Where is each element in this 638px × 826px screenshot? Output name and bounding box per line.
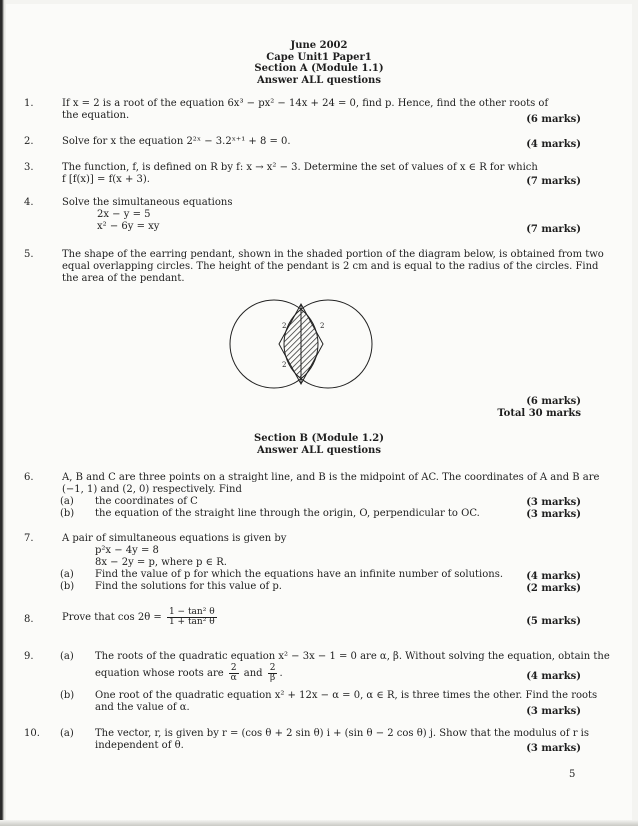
part-label: (b): [60, 508, 75, 519]
question-6-line-2: (−1, 1) and (2, 0) respectively. Find: [62, 484, 242, 495]
question-9a-line-1: The roots of the quadratic equation x² − 3x − 1 = 0 are α, β. Without solving the equation, obtain the: [95, 651, 610, 662]
question-1-line-1: If x = 2 is a root of the equation 6x³ − px² − 14x + 24 = 0, find p. Hence, find the other roots of: [62, 98, 549, 109]
question-1-marks: (6 marks): [526, 114, 581, 125]
question-number: 4.: [24, 197, 34, 208]
question-9a-marks: (4 marks): [526, 671, 581, 682]
fraction-denominator: β: [270, 673, 276, 683]
part-label: (a): [60, 496, 74, 507]
fraction-numerator: 1 − tan² θ: [168, 607, 215, 617]
fraction-denominator: α: [230, 673, 237, 683]
page-number: 5: [569, 769, 576, 780]
question-6-line-1: A, B and C are three points on a straight line, and B is the midpoint of AC. The coordinates of A and B are: [62, 472, 600, 483]
question-6b-text: the equation of the straight line through the origin, O, perpendicular to OC.: [95, 508, 480, 519]
question-9b-line-1: One root of the quadratic equation x² + 12x − α = 0, α ∈ R, is three times the other. Find the roots: [95, 690, 598, 701]
question-2-line-1: Solve for x the equation 2²ˣ − 3.2ˣ⁺¹ + 8 = 0.: [62, 136, 291, 147]
question-number: 1.: [24, 98, 34, 109]
question-9a-text: equation whose roots are: [95, 668, 224, 679]
part-label: (a): [60, 728, 74, 739]
question-9a-and: and: [243, 668, 263, 679]
question-number: 6.: [24, 472, 34, 483]
question-7a-text: Find the value of p for which the equations have an infinite number of solutions.: [95, 569, 504, 580]
label-left: 2: [282, 322, 287, 330]
exam-date: June 2002: [290, 40, 348, 51]
question-3-line-1: The function, f, is defined on R by f: x → x² − 3. Determine the set of values of x ∈ R for which: [62, 162, 538, 173]
label-right: 2: [320, 322, 325, 330]
question-number: 8.: [24, 614, 34, 625]
question-6b-marks: (3 marks): [526, 509, 581, 520]
question-number: 3.: [24, 162, 34, 173]
fraction-denominator: 1 + tan² θ: [168, 617, 215, 627]
question-5-line-3: the area of the pendant.: [62, 273, 185, 284]
question-8-marks: (5 marks): [526, 616, 581, 627]
question-4-marks: (7 marks): [526, 224, 581, 235]
overlapping-circles-diagram: [224, 294, 380, 394]
question-3-marks: (7 marks): [526, 176, 581, 187]
paper-title: Cape Unit1 Paper1: [266, 52, 372, 63]
section-b-title: Section B (Module 1.2): [254, 433, 384, 444]
question-7b-text: Find the solutions for this value of p.: [95, 581, 282, 592]
section-a-total: Total 30 marks: [497, 408, 581, 419]
question-10a-line-2: independent of θ.: [95, 740, 184, 751]
fraction-numerator: 2: [230, 663, 237, 673]
section-b-instruction: Answer ALL questions: [257, 445, 381, 456]
section-a-instruction: Answer ALL questions: [257, 75, 381, 86]
question-1-line-2: the equation.: [62, 110, 130, 121]
question-4-line-1: Solve the simultaneous equations: [62, 197, 233, 208]
part-label: (b): [60, 581, 75, 592]
question-8-line: [62, 605, 219, 631]
question-7-equation-1: p²x − 4y = 8: [95, 545, 159, 556]
question-7-line-1: A pair of simultaneous equations is given by: [62, 533, 287, 544]
question-10a-marks: (3 marks): [526, 743, 581, 754]
scan-edge-bottom: [0, 820, 638, 826]
part-label: (a): [60, 651, 74, 662]
label-bottom: 2: [282, 361, 287, 369]
question-7-equation-2: 8x − 2y = p, where p ∈ R.: [95, 557, 227, 568]
question-6a-marks: (3 marks): [526, 497, 581, 508]
question-5-line-1: The shape of the earring pendant, shown in the shaded portion of the diagram below, is obtained from two: [62, 249, 604, 260]
fraction: [167, 608, 217, 627]
fraction-numerator: 2: [269, 663, 276, 673]
question-9b-line-2: and the value of α.: [95, 702, 190, 713]
part-label: (a): [60, 569, 74, 580]
question-number: 5.: [24, 249, 34, 260]
fraction: [268, 664, 278, 683]
question-number: 9.: [24, 651, 34, 662]
question-7b-marks: (2 marks): [526, 583, 581, 594]
scan-edge-left: [0, 0, 6, 826]
question-4-equation-2: x² − 6y = xy: [97, 221, 160, 232]
fraction: [229, 664, 239, 683]
question-number: 2.: [24, 136, 34, 147]
question-5-line-2: equal overlapping circles. The height of the pendant is 2 cm and is equal to the radius of the circles. Find: [62, 261, 599, 272]
question-5-marks: (6 marks): [526, 396, 581, 407]
question-10a-line-1: The vector, r, is given by r = (cos θ + 2 sin θ) i + (sin θ − 2 cos θ) j. Show that the modulus of r is: [95, 728, 589, 739]
question-9a-line-2: equation whose roots are $\frac{2}{\alpha}$ and $\frac{2}{\beta}$ .: [95, 663, 283, 683]
question-9b-marks: (3 marks): [526, 706, 581, 717]
question-number: 10.: [24, 728, 40, 739]
question-6a-text: the coordinates of C: [95, 496, 198, 507]
question-2-marks: (4 marks): [526, 139, 581, 150]
question-4-equation-1: 2x − y = 5: [97, 209, 151, 220]
part-label: (b): [60, 690, 75, 701]
question-8-text: Prove that cos 2θ =: [62, 612, 162, 623]
question-3-line-2: f [f(x)] = f(x + 3).: [62, 174, 150, 185]
question-number: 7.: [24, 533, 34, 544]
question-7a-marks: (4 marks): [526, 571, 581, 582]
section-a-title: Section A (Module 1.1): [254, 63, 384, 74]
